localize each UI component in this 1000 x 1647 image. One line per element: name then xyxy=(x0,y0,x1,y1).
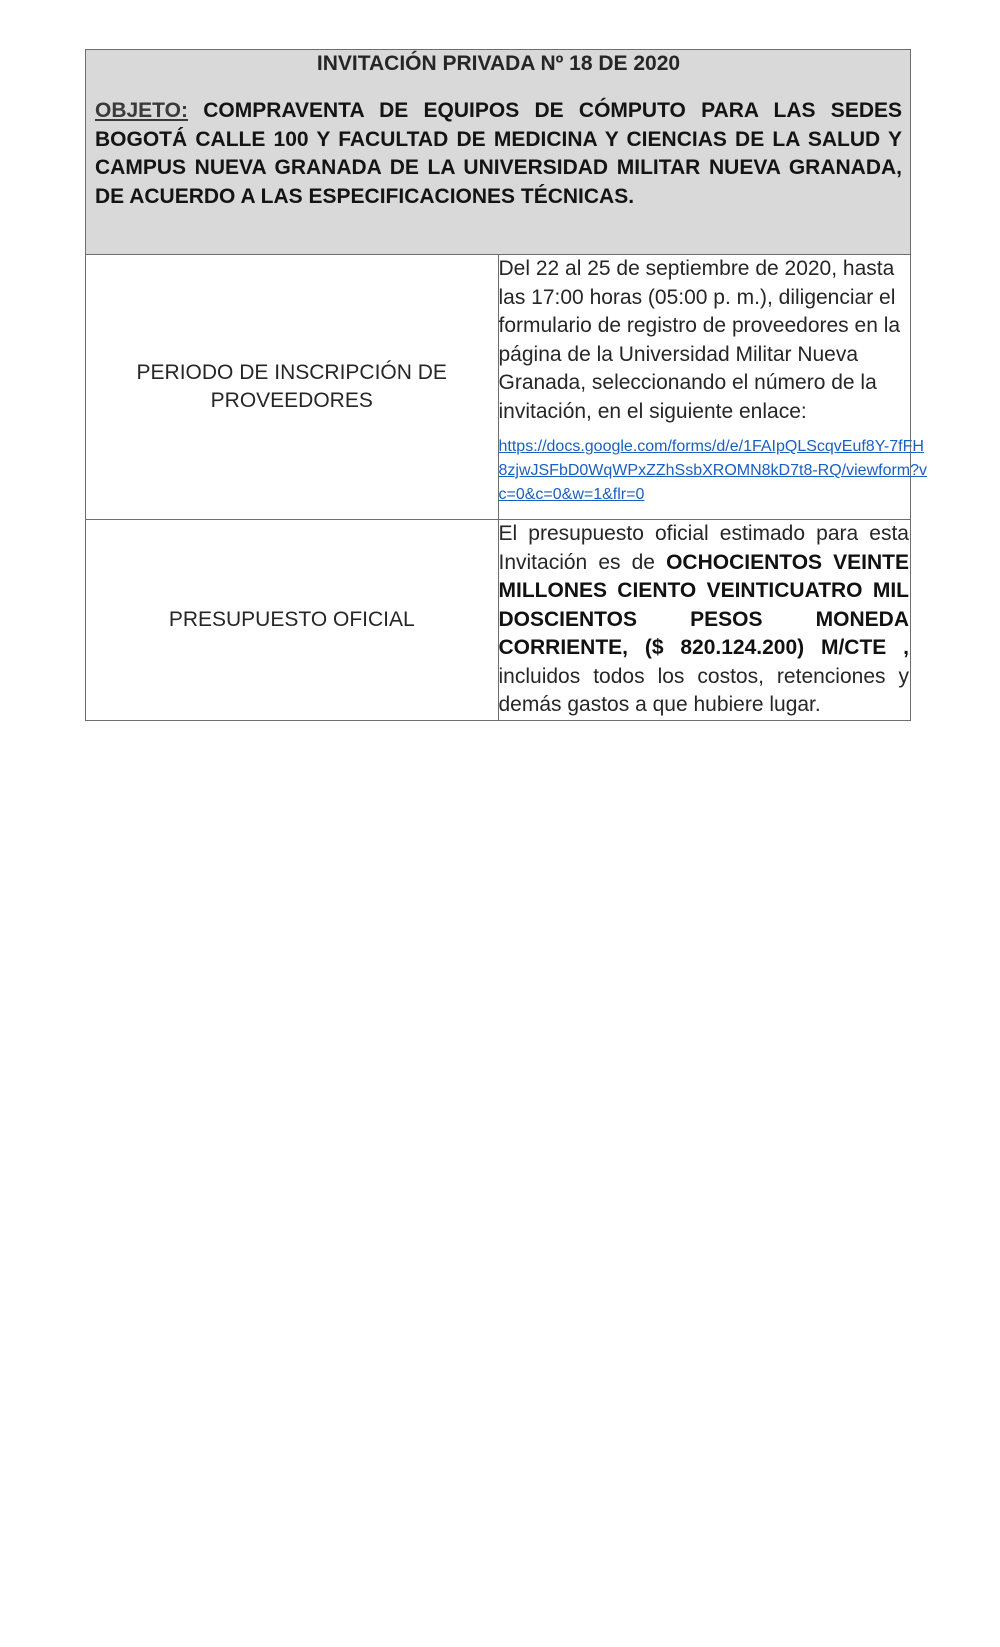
presupuesto-text-after: incluidos todos los costos, retenciones y demás gastos a que hubiere lugar. xyxy=(498,664,909,716)
objeto-text: COMPRAVENTA DE EQUIPOS DE CÓMPUTO PARA LAS SEDES BOGOTÁ CALLE 100 Y FACULTAD DE MEDICINA Y CIENCIAS DE LA SALUD Y CAMPUS NUEVA GRANADA DE LA UNIVERSIDAD MILITAR NUEVA GRANADA, DE ACUERDO A LAS ESPECIFICACIONES TÉCNICAS. xyxy=(95,99,902,208)
presupuesto-content xyxy=(498,520,911,721)
registration-form-link[interactable]: https://docs.google.com/forms/d/e/1FAIpQLScqvEuf8Y-7fFH8zjwJSFbD0WqWPxZZhSsbXROMN8kD7t8-RQ/viewform?vc=0&c=0&w=1&flr=0 xyxy=(498,438,928,503)
objeto-paragraph xyxy=(95,97,902,211)
periodo-text: Del 22 al 25 de septiembre de 2020, hasta las 17:00 horas (05:00 p. m.), diligenciar el formulario de registro de proveedores en la página de la Universidad Militar Nueva Granada, seleccionando el número de la invitación, en el siguiente enlace: xyxy=(498,257,901,423)
header-row xyxy=(86,50,911,255)
presupuesto-text-before: El presupuesto oficial estimado para esta Invitación es de xyxy=(498,522,909,574)
header-cell xyxy=(86,50,911,255)
document-page xyxy=(85,49,928,721)
periodo-label: PERIODO DE INSCRIPCIÓN DE PROVEEDORES xyxy=(86,255,499,520)
presupuesto-text xyxy=(499,520,910,720)
presupuesto-label: PRESUPUESTO OFICIAL xyxy=(86,520,499,721)
table-row xyxy=(86,255,911,520)
periodo-content xyxy=(498,255,928,520)
document-title: INVITACIÓN PRIVADA Nº 18 DE 2020 xyxy=(316,52,681,75)
invitation-table xyxy=(85,49,928,721)
table-row xyxy=(86,520,911,721)
presupuesto-amount: OCHOCIENTOS VEINTE MILLONES CIENTO VEINTICUATRO MIL DOSCIENTOS PESOS MONEDA CORRIENTE, ($ 820.124.200) M/CTE , xyxy=(498,550,909,659)
objeto-label: OBJETO: xyxy=(95,99,188,122)
